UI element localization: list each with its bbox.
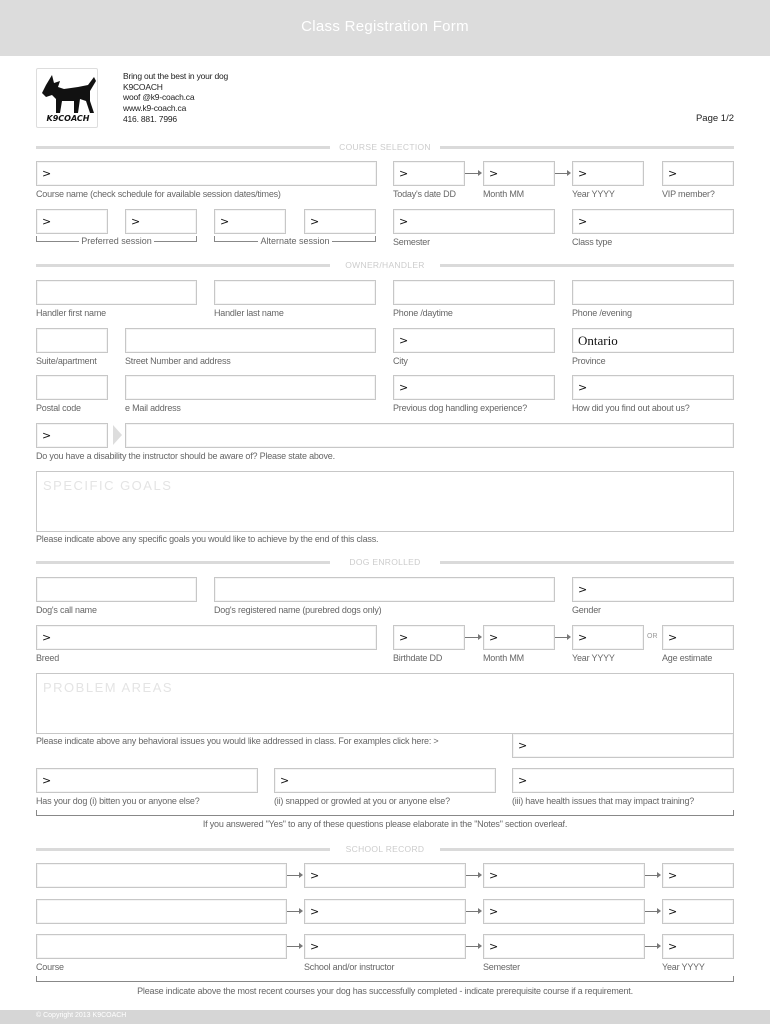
k9coach-logo: [36, 68, 98, 128]
or-label: OR: [647, 633, 658, 640]
chevron-right-icon: >: [42, 631, 52, 644]
label-suite: Suite/apartment: [36, 356, 97, 366]
chevron-right-icon: >: [489, 905, 499, 918]
label-last-name: Handler last name: [214, 308, 284, 318]
school-course-input[interactable]: [36, 863, 287, 888]
dog-call-name-input[interactable]: [36, 577, 197, 602]
chevron-right-icon: >: [131, 215, 141, 228]
alternate-session-1[interactable]: [214, 209, 286, 234]
label-birth-mm: Month MM: [483, 653, 524, 663]
label-phone-day: Phone /daytime: [393, 308, 453, 318]
chevron-right-icon: >: [399, 631, 409, 644]
chevron-right-icon: >: [280, 774, 290, 787]
label-street: Street Number and address: [125, 356, 231, 366]
dog-registered-name-input[interactable]: [214, 577, 555, 602]
label-reg-name: Dog's registered name (purebred dogs only): [214, 605, 382, 615]
preferred-bracket: [36, 236, 197, 246]
section-course-title: COURSE SELECTION: [339, 142, 431, 152]
section-dog: [36, 557, 734, 569]
label-first-name: Handler first name: [36, 308, 106, 318]
chevron-right-icon: >: [42, 215, 52, 228]
section-school-title: SCHOOL RECORD: [345, 844, 425, 854]
chevron-right-icon: >: [399, 167, 409, 180]
chevron-right-icon: >: [518, 739, 528, 752]
find-us-field[interactable]: [572, 375, 734, 400]
chevron-right-icon: >: [310, 940, 320, 953]
chevron-right-icon: >: [668, 869, 678, 882]
form-title: Class Registration Form: [301, 18, 469, 35]
label-phone-eve: Phone /evening: [572, 308, 632, 318]
year-yyyy-field[interactable]: [572, 161, 644, 186]
label-vip: VIP member?: [662, 189, 715, 199]
chevron-right-icon: >: [668, 167, 678, 180]
label-today-dd: Today's date DD: [393, 189, 456, 199]
label-class-type: Class type: [572, 237, 613, 247]
questions-bracket: [36, 810, 734, 816]
month-mm-field[interactable]: [483, 161, 555, 186]
label-province: Province: [572, 356, 606, 366]
arrow-right-icon: [113, 425, 122, 445]
chevron-right-icon: >: [399, 381, 409, 394]
company-info: [123, 71, 228, 125]
label-gender: Gender: [572, 605, 601, 615]
section-course: [36, 142, 734, 154]
school-instructor-field[interactable]: [304, 899, 466, 924]
chevron-right-icon: >: [310, 905, 320, 918]
today-dd-field[interactable]: [393, 161, 465, 186]
handler-last-name-input[interactable]: [214, 280, 376, 305]
chevron-right-icon: >: [399, 215, 409, 228]
school-instructor-field[interactable]: [304, 934, 466, 959]
phone-daytime-input[interactable]: [393, 280, 555, 305]
copyright: © Copyright 2013 K9COACH: [36, 1012, 127, 1019]
chevron-right-icon: >: [578, 583, 588, 596]
examples-link[interactable]: [512, 733, 734, 758]
label-health: (iii) have health issues that may impact training?: [512, 796, 695, 806]
footer: [0, 1010, 770, 1024]
label-school-course: Course: [36, 962, 64, 972]
phone-evening-input[interactable]: [572, 280, 734, 305]
province-field[interactable]: [572, 328, 734, 353]
chevron-right-icon: >: [399, 334, 409, 347]
preferred-session-1[interactable]: [36, 209, 108, 234]
class-type-field[interactable]: [572, 209, 734, 234]
label-year-yyyy: Year YYYY: [572, 189, 615, 199]
label-school-year: Year YYYY: [662, 962, 705, 972]
label-snapped: (ii) snapped or growled at you or anyone else?: [274, 796, 450, 806]
label-email: e Mail address: [125, 403, 181, 413]
label-school-semester: Semester: [483, 962, 520, 972]
street-input[interactable]: [125, 328, 376, 353]
birth-yyyy-field[interactable]: [572, 625, 644, 650]
chevron-right-icon: >: [578, 631, 588, 644]
chevron-right-icon: >: [489, 869, 499, 882]
label-semester: Semester: [393, 237, 430, 247]
title-bar: [0, 0, 770, 56]
company-phone: 416. 881. 7996: [123, 113, 177, 124]
chevron-right-icon: >: [578, 381, 588, 394]
age-estimate-field[interactable]: [662, 625, 734, 650]
gender-field[interactable]: [572, 577, 734, 602]
alternate-session-2[interactable]: [304, 209, 376, 234]
problems-note: Please indicate above any behavioral issues you would like addressed in class. For examples click here: >: [36, 736, 439, 746]
chevron-right-icon: >: [668, 631, 678, 644]
birth-dd-field[interactable]: [393, 625, 465, 650]
label-bitten: Has your dog (i) bitten you or anyone else?: [36, 796, 200, 806]
dog-logo-icon: [38, 71, 98, 117]
semester-field[interactable]: [393, 209, 555, 234]
city-field[interactable]: [393, 328, 555, 353]
label-school-instructor: School and/or instructor: [304, 962, 395, 972]
chevron-right-icon: >: [42, 429, 52, 442]
section-owner: [36, 260, 734, 272]
experience-field[interactable]: [393, 375, 555, 400]
company-tagline: Bring out the best in your dog: [123, 71, 229, 81]
chevron-right-icon: >: [668, 905, 678, 918]
chevron-right-icon: >: [668, 940, 678, 953]
specific-goals-textarea[interactable]: [36, 471, 734, 532]
company-email: woof @k9-coach.ca: [123, 92, 195, 103]
disability-select[interactable]: [36, 423, 108, 448]
disability-details-input[interactable]: [125, 423, 734, 448]
school-year-field[interactable]: [662, 899, 734, 924]
chevron-right-icon: >: [578, 167, 588, 180]
chevron-right-icon: >: [42, 774, 52, 787]
vip-member-field[interactable]: [662, 161, 734, 186]
problems-placeholder: PROBLEM AREAS: [43, 680, 174, 695]
school-year-field[interactable]: [662, 934, 734, 959]
label-find-us: How did you find out about us?: [572, 403, 690, 413]
school-instructor-field[interactable]: [304, 863, 466, 888]
label-city: City: [393, 356, 408, 366]
label-birth-dd: Birthdate DD: [393, 653, 443, 663]
school-course-input[interactable]: [36, 899, 287, 924]
bitten-field[interactable]: [36, 768, 258, 793]
school-semester-field[interactable]: [483, 899, 645, 924]
chevron-right-icon: >: [310, 869, 320, 882]
section-school: [36, 844, 734, 856]
label-alternate-session: Alternate session: [260, 236, 330, 246]
birth-mm-field[interactable]: [483, 625, 555, 650]
goals-note: Please indicate above any specific goals you would like to achieve by the end of this class.: [36, 534, 379, 544]
problem-areas-textarea[interactable]: [36, 673, 734, 734]
elaborate-note: If you answered "Yes" to any of these questions please elaborate in the "Notes" section overleaf.: [202, 819, 568, 829]
label-breed: Breed: [36, 653, 60, 663]
postal-code-input[interactable]: [36, 375, 108, 400]
province-value: Ontario: [578, 333, 618, 348]
logo-text: K9COACH: [46, 114, 90, 123]
section-dog-title: DOG ENROLLED: [349, 557, 421, 567]
company-web: www.k9-coach.ca: [123, 103, 187, 114]
school-bracket: [36, 976, 734, 982]
snapped-field[interactable]: [274, 768, 496, 793]
label-age: Age estimate: [662, 653, 713, 663]
chevron-right-icon: >: [518, 774, 528, 787]
health-field[interactable]: [512, 768, 734, 793]
label-experience: Previous dog handling experience?: [393, 403, 527, 413]
label-call-name: Dog's call name: [36, 605, 97, 615]
company-name: K9COACH: [123, 81, 163, 92]
school-semester-field[interactable]: [483, 863, 645, 888]
school-year-field[interactable]: [662, 863, 734, 888]
label-month-mm: Month MM: [483, 189, 524, 199]
chevron-right-icon: >: [220, 215, 230, 228]
preferred-session-2[interactable]: [125, 209, 197, 234]
chevron-right-icon: >: [578, 215, 588, 228]
chevron-right-icon: >: [42, 167, 52, 180]
label-preferred-session: Preferred session: [81, 236, 152, 246]
goals-placeholder: SPECIFIC GOALS: [43, 478, 173, 493]
label-birth-yyyy: Year YYYY: [572, 653, 615, 663]
label-course-name: Course name (check schedule for available session dates/times): [36, 189, 281, 199]
chevron-right-icon: >: [489, 940, 499, 953]
school-note: Please indicate above the most recent courses your dog has successfully completed - indicate prerequisite course if a requirement.: [137, 986, 633, 996]
school-course-input[interactable]: [36, 934, 287, 959]
course-name-field[interactable]: [36, 161, 377, 186]
page-number: Page 1/2: [695, 113, 734, 124]
alternate-bracket: [214, 236, 376, 246]
school-semester-field[interactable]: [483, 934, 645, 959]
suite-input[interactable]: [36, 328, 108, 353]
label-disability: Do you have a disability the instructor should be aware of? Please state above.: [36, 451, 335, 461]
label-postal: Postal code: [36, 403, 81, 413]
breed-field[interactable]: [36, 625, 377, 650]
chevron-right-icon: >: [310, 215, 320, 228]
chevron-right-icon: >: [489, 167, 499, 180]
handler-first-name-input[interactable]: [36, 280, 197, 305]
email-input[interactable]: [125, 375, 376, 400]
section-owner-title: OWNER/HANDLER: [345, 260, 425, 270]
chevron-right-icon: >: [489, 631, 499, 644]
